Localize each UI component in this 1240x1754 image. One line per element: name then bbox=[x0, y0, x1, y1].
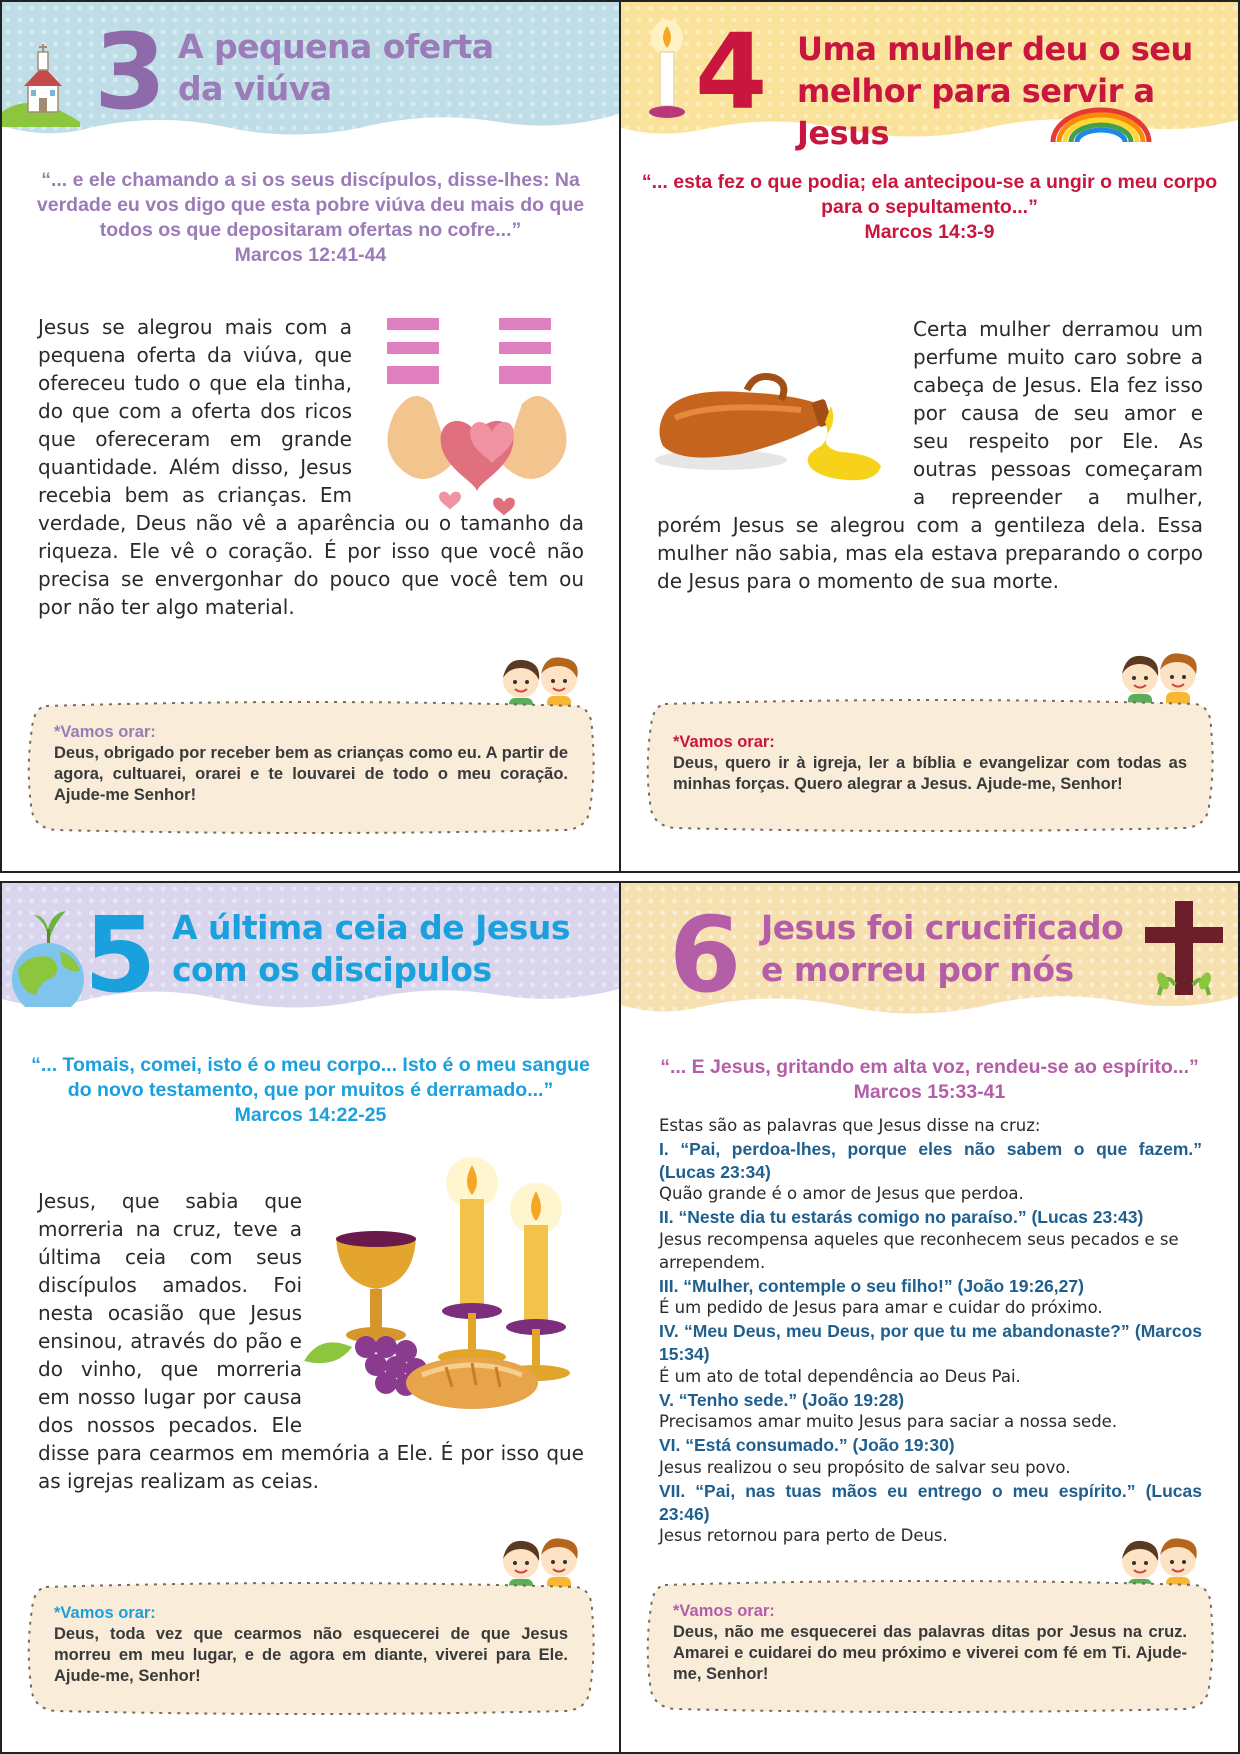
illustration-spacer bbox=[352, 313, 584, 509]
prayer-text: Deus, quero ir à igreja, ler a bíblia e evangelizar com todas as minhas forças. Quero alegrar a Jesus. Ajude-me, Senhor! bbox=[673, 754, 1187, 793]
words-intro: Estas são as palavras que Jesus disse na cruz: bbox=[659, 1116, 1041, 1135]
word-note: É um pedido de Jesus para amar e cuidar do próximo. bbox=[659, 1298, 1103, 1318]
globe-icon bbox=[10, 907, 86, 1007]
word-note: Precisamos amar muito Jesus para saciar a nossa sede. bbox=[659, 1412, 1118, 1432]
word-note: Jesus realizou o seu propósito de salvar seu povo. bbox=[659, 1457, 1071, 1477]
story-text-block bbox=[657, 315, 1203, 595]
word-note: Quão grande é o amor de Jesus que perdoa. bbox=[659, 1184, 1024, 1204]
bible-verse bbox=[641, 170, 1218, 245]
card-header bbox=[2, 2, 619, 152]
word-note: É um ato de total dependência ao Deus Pai. bbox=[659, 1366, 1021, 1386]
bible-verse bbox=[22, 1053, 599, 1128]
prayer-content bbox=[54, 1603, 568, 1687]
seven-words-list bbox=[659, 1115, 1202, 1548]
word-heading: VII. “Pai, nas tuas mãos eu entrego o meu espírito.” (Lucas 23:46) bbox=[659, 1480, 1202, 1524]
word-heading: V. “Tenho sede.” (João 19:28) bbox=[659, 1389, 905, 1410]
card-title-line-2: com os discipulos bbox=[172, 950, 492, 989]
card-number: 6 bbox=[669, 894, 742, 1016]
card-title-line-1: A pequena oferta bbox=[178, 27, 494, 66]
card-title-line-2: da viúva bbox=[178, 69, 332, 108]
prayer-label: *Vamos orar: bbox=[673, 733, 775, 751]
card-5 bbox=[0, 881, 621, 1754]
illustration-spacer bbox=[657, 315, 913, 511]
story-text-block bbox=[38, 1187, 584, 1495]
card-4 bbox=[619, 0, 1240, 873]
story-paragraph: Jesus se alegrou mais com a pequena oferta da viúva, que ofereceu tudo o que ela tinha, do que com a oferta dos ricos que ofereceram em grande quantidade. Além disso, Jesus recebia bem as crianças. Em verdade, Deus não vê a aparência ou o tamanho da riqueza. Ele vê o coração. É por isso que você não precisa se envergonhar do pouco que você tem ou por não ter algo material. bbox=[38, 315, 584, 619]
card-3 bbox=[0, 0, 621, 873]
word-heading: II. “Neste dia tu estarás comigo no paraíso.” (Lucas 23:43) bbox=[659, 1207, 1144, 1228]
card-header bbox=[621, 883, 1238, 1033]
cross-icon bbox=[1139, 899, 1229, 999]
prayer-text: Deus, não me esquecerei das palavras ditas por Jesus na cruz. Amarei e cuidarei do meu próximo e viverei com fé em Ti. Ajude-me, Senhor! bbox=[673, 1623, 1187, 1683]
illustration-spacer bbox=[302, 1187, 584, 1437]
word-note: Jesus recompensa aqueles que reconhecem seus pecados e se arrependem. bbox=[659, 1229, 1179, 1272]
prayer-label: *Vamos orar: bbox=[54, 1604, 156, 1622]
prayer-text: Deus, toda vez que cearmos não esquecerei de que Jesus morreu em meu lugar, e de agora em diante, viverei para Ele. Ajude-me, Senhor! bbox=[54, 1625, 568, 1685]
verse-reference: Marcos 14:3-9 bbox=[864, 221, 995, 243]
story-paragraph: Jesus, que sabia que morreria na cruz, teve a última ceia com seus discípulos amados. Foi nesta ocasião que Jesus ensinou, através do pão e do vinho, que morreria em nosso lugar por causa dos nossos pecados. Ele disse para cearmos em memória a Ele. É por isso que as igrejas realizam as ceias. bbox=[38, 1189, 584, 1493]
bible-verse bbox=[641, 1055, 1218, 1105]
card-6 bbox=[619, 881, 1240, 1754]
prayer-box bbox=[26, 1581, 596, 1716]
prayer-box bbox=[645, 698, 1215, 833]
card-title-line-1: Uma mulher deu o seu bbox=[797, 30, 1193, 68]
prayer-content bbox=[673, 732, 1187, 795]
prayer-box bbox=[645, 1579, 1215, 1714]
word-heading: VI. “Está consumado.” (João 19:30) bbox=[659, 1435, 955, 1456]
word-heading: I. “Pai, perdoa-lhes, porque eles não sabem o que fazem.” (Lucas 23:34) bbox=[659, 1138, 1202, 1182]
prayer-label: *Vamos orar: bbox=[673, 1602, 775, 1620]
story-text-block bbox=[38, 313, 584, 621]
verse-reference: Marcos 14:22-25 bbox=[234, 1104, 387, 1126]
prayer-box bbox=[26, 700, 596, 835]
card-title-line-1: Jesus foi crucificado bbox=[761, 908, 1124, 947]
card-title-line-2: melhor para servir a Jesus bbox=[797, 72, 1155, 152]
card-title-line-1: A última ceia de Jesus bbox=[172, 908, 571, 947]
word-heading: III. “Mulher, contemple o seu filho!” (João 19:26,27) bbox=[659, 1275, 1084, 1296]
verse-text: “... esta fez o que podia; ela antecipou-se a ungir o meu corpo para o sepultamento...” bbox=[641, 171, 1218, 218]
word-heading: IV. “Meu Deus, meu Deus, por que tu me abandonaste?” (Marcos 15:34) bbox=[659, 1321, 1202, 1364]
verse-reference: Marcos 12:41-44 bbox=[234, 244, 387, 266]
prayer-label: *Vamos orar: bbox=[54, 723, 156, 741]
card-number: 5 bbox=[84, 894, 157, 1016]
card-title bbox=[172, 907, 570, 991]
card-header bbox=[2, 883, 619, 1033]
verse-text: “... E Jesus, gritando em alta voz, rendeu-se ao espírito...” bbox=[660, 1056, 1199, 1078]
card-number: 4 bbox=[695, 11, 768, 133]
card-header bbox=[621, 2, 1238, 152]
verse-reference: Marcos 15:33-41 bbox=[853, 1081, 1006, 1103]
card-title bbox=[178, 26, 494, 110]
card-title bbox=[761, 907, 1123, 991]
bible-verse bbox=[22, 168, 599, 268]
card-title bbox=[797, 28, 1238, 154]
verse-text: “... Tomais, comei, isto é o meu corpo... Isto é o meu sangue do novo testamento, que por muitos é derramado...” bbox=[31, 1054, 590, 1101]
church-icon bbox=[2, 42, 82, 127]
prayer-content bbox=[54, 722, 568, 806]
card-number: 3 bbox=[94, 11, 167, 133]
prayer-text: Deus, obrigado por receber bem as crianças como eu. A partir de agora, cultuarei, orarei e te louvarei de todo o meu coração. Ajude-me Senhor! bbox=[54, 744, 568, 804]
verse-text: “... e ele chamando a si os seus discípulos, disse-lhes: Na verdade eu vos digo que esta pobre viúva deu mais do que todos os que depositaram ofertas no cofre...” bbox=[36, 169, 585, 241]
rainbow-icon bbox=[1049, 106, 1153, 142]
story-paragraph: Certa mulher derramou um perfume muito caro sobre a cabeça de Jesus. Ela fez isso por causa de seu amor e seu respeito por Ele. As outras pessoas começaram a repreender a mulher, porém Jesus se alegrou com a gentileza dela. Essa mulher não sabia, mas ela estava preparando o corpo de Jesus para o momento de sua morte. bbox=[657, 317, 1203, 593]
word-note: Jesus retornou para perto de Deus. bbox=[659, 1526, 948, 1546]
candle-icon bbox=[647, 18, 691, 122]
prayer-content bbox=[673, 1601, 1187, 1685]
card-title-line-2: e morreu por nós bbox=[761, 950, 1074, 989]
